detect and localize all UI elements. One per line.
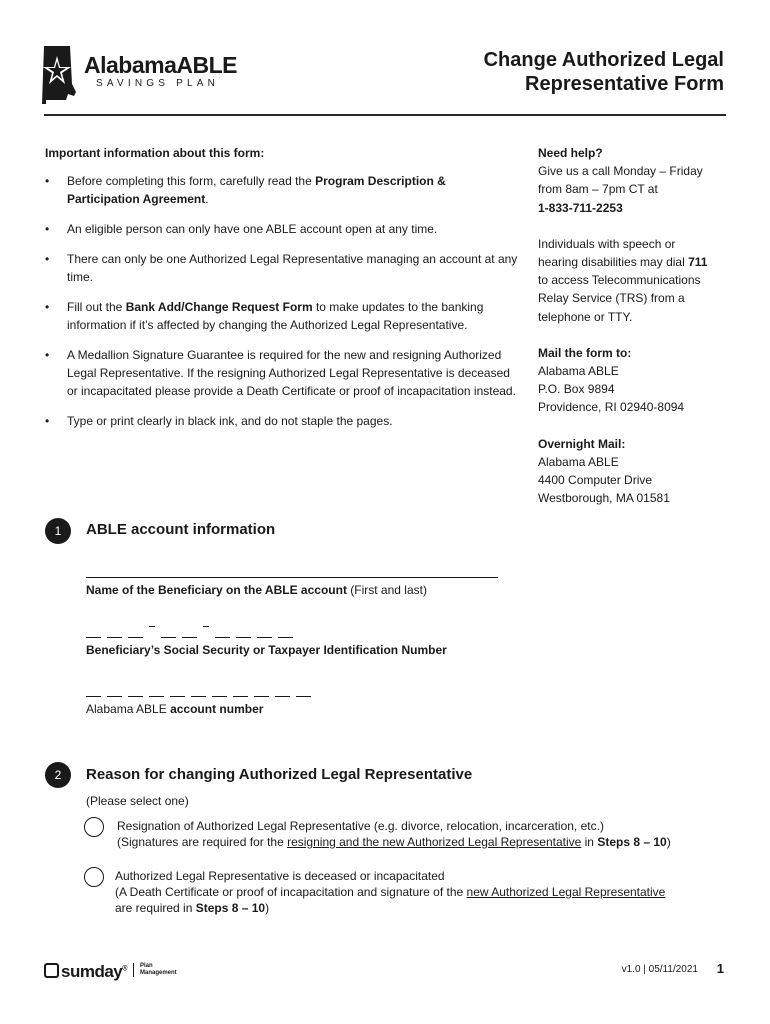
sumday-logo: sumday® [44, 962, 127, 982]
ssn-label: Beneficiary’s Social Security or Taxpayer Identification Number [86, 643, 447, 657]
mail-heading: Mail the form to: [538, 345, 632, 360]
brand-name: AlabamaABLE [84, 52, 237, 78]
brand-subtitle: SAVINGS PLAN [96, 78, 220, 89]
help-phone: 1-833-711-2253 [538, 200, 623, 215]
bullet-dot-icon: • [45, 252, 50, 266]
info-bullet-item: • A Medallion Signature Guarantee is required for the new and resigning Authorized Legal Representative. If the resigning Authorized Legal Representative is deceased or incapacitated please provide a Death Certificate or proof of incapacitation instead. [45, 348, 516, 398]
reason-resignation-radio[interactable] [84, 817, 104, 837]
reason-resignation-text: Resignation of Authorized Legal Representative (e.g. divorce, relocation, incarceration, etc.) (Signatures are required for the resigning and the new Authorized Legal Representative in Steps 8 – 10) [117, 819, 671, 849]
step-1-badge: 1 [45, 518, 71, 544]
alabama-state-star-icon [40, 44, 84, 106]
info-heading: Important information about this form: [45, 146, 265, 160]
step-2-title: Reason for changing Authorized Legal Representative [86, 766, 473, 783]
need-help-heading: Need help? [538, 146, 603, 160]
step-1-title: ABLE account information [86, 521, 276, 538]
account-number-label: Alabama ABLE account number [86, 702, 264, 716]
info-bullet-item: • Type or print clearly in black ink, and do not staple the pages. [45, 414, 393, 428]
help-panel: Need help? Give us a call Monday – Friday from 8am – 7pm CT at 1-833-711-2253 Individuals with speech or hearing disabilities may dial 711 to access Telecommunications Relay Service (TRS) from a telephone or TTY. Mail the form to: Alabama ABLE P.O. Box 9894 Providence, RI 02940-8094 Overnight Mail: Alabama ABLE 4400 Computer Drive Westborough, MA 01581 [538, 144, 738, 507]
form-title: Change Authorized Legal Representative Form [483, 49, 724, 95]
info-bullet-item: • An eligible person can only have one ABLE account open at any time. [45, 222, 438, 236]
beneficiary-name-field[interactable] [86, 577, 498, 578]
beneficiary-name-label: Name of the Beneficiary on the ABLE account (First and last) [86, 583, 427, 597]
header-divider [44, 114, 726, 116]
plan-management-label: Plan Management [133, 963, 177, 977]
sumday-mark-icon [44, 963, 59, 978]
bullet-dot-icon: • [45, 300, 50, 314]
info-bullet-item: • There can only be one Authorized Legal Representative managing an account at any time. [45, 252, 518, 284]
bullet-dot-icon: • [45, 222, 50, 236]
step-2-badge: 2 [45, 762, 71, 788]
reason-deceased-text: Authorized Legal Representative is deceased or incapacitated (A Death Certificate or proof of incapacitation and signature of the new Authorized Legal Representative are required in Steps 8 – 10) [115, 869, 666, 915]
bullet-dot-icon: • [45, 174, 50, 188]
bullet-dot-icon: • [45, 348, 50, 362]
info-bullet-item: • Before completing this form, carefully read the Program Description & Participation Agreement. [45, 174, 446, 206]
info-bullet-item: • Fill out the Bank Add/Change Request Form to make updates to the banking information if it’s affected by changing the Authorized Legal Representative. [45, 300, 484, 332]
page-number: 1 [716, 961, 724, 976]
bullet-dot-icon: • [45, 414, 50, 428]
reason-deceased-radio[interactable] [84, 867, 104, 887]
overnight-heading: Overnight Mail: [538, 436, 626, 451]
version-date: v1.0 | 05/11/2021 [621, 964, 698, 975]
select-instruction: (Please select one) [86, 794, 189, 808]
account-number-field[interactable] [86, 683, 317, 697]
info-bullet-list [45, 172, 520, 442]
ssn-field[interactable] [86, 624, 299, 638]
